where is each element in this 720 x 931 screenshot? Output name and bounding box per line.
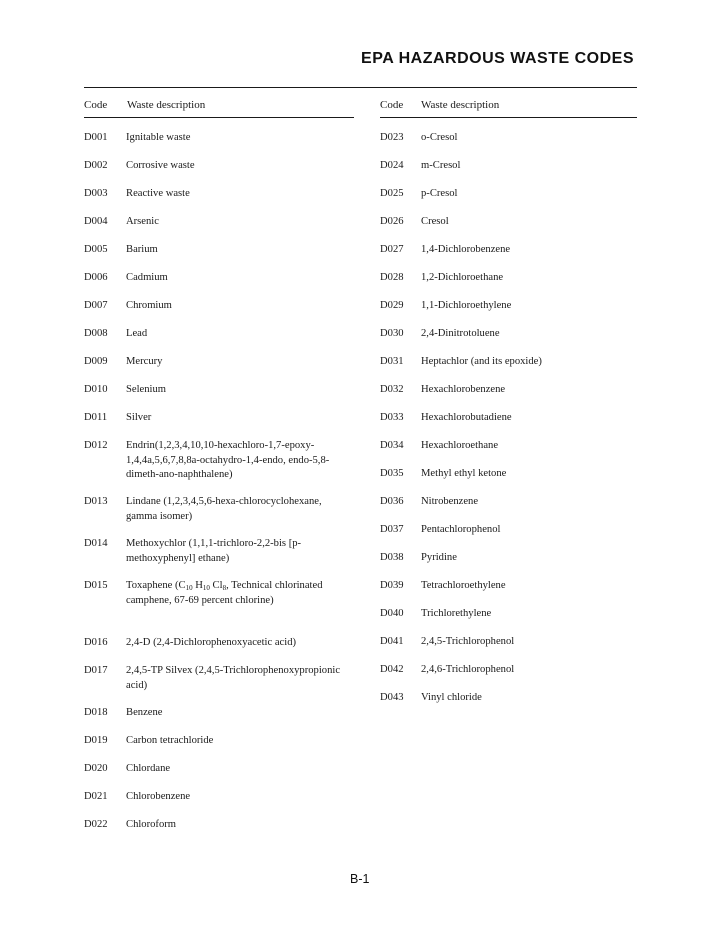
waste-code: D013 bbox=[84, 496, 108, 507]
waste-code: D019 bbox=[84, 735, 108, 746]
waste-description: 1,1-Dichloroethylene bbox=[421, 300, 512, 311]
right-code-header: Code bbox=[380, 99, 404, 111]
waste-code: D031 bbox=[380, 356, 404, 367]
waste-description: Hexachlorobutadiene bbox=[421, 412, 512, 423]
waste-description: Chloroform bbox=[126, 819, 177, 830]
waste-description: Pyridine bbox=[421, 552, 457, 563]
waste-description: Ignitable waste bbox=[126, 132, 191, 143]
waste-description: Chromium bbox=[126, 300, 172, 311]
waste-code: D033 bbox=[380, 412, 404, 423]
waste-description: Tetrachloroethylene bbox=[421, 580, 506, 591]
waste-code: D029 bbox=[380, 300, 404, 311]
waste-description: Selenium bbox=[126, 384, 167, 395]
waste-code: D030 bbox=[380, 328, 404, 339]
waste-description: Hexachloroethane bbox=[421, 440, 499, 451]
waste-description: Carbon tetrachloride bbox=[126, 735, 214, 746]
left-header-rule bbox=[84, 117, 354, 118]
waste-description: 2,4,5-Trichlorophenol bbox=[421, 636, 515, 647]
waste-description: Nitrobenzene bbox=[421, 496, 479, 507]
waste-code: D025 bbox=[380, 188, 404, 199]
waste-description: p-Cresol bbox=[421, 188, 458, 199]
waste-code: D040 bbox=[380, 608, 404, 619]
waste-code: D003 bbox=[84, 188, 108, 199]
waste-code: D014 bbox=[84, 538, 108, 549]
waste-description: Methoxychlor (1,1,1-trichloro-2,2-bis [p-methoxyphenyl] ethane) bbox=[126, 538, 302, 564]
waste-code: D009 bbox=[84, 356, 108, 367]
waste-description: 2,4-D (2,4-Dichlorophenoxyacetic acid) bbox=[126, 637, 297, 648]
waste-code: D011 bbox=[84, 412, 108, 423]
waste-code: D001 bbox=[84, 132, 108, 143]
waste-code: D023 bbox=[380, 132, 404, 143]
waste-description: Barium bbox=[126, 244, 158, 255]
waste-code: D036 bbox=[380, 496, 404, 507]
page-title: EPA HAZARDOUS WASTE CODES bbox=[361, 50, 634, 67]
waste-description: Benzene bbox=[126, 707, 163, 718]
waste-code: D043 bbox=[380, 692, 404, 703]
waste-code: D015 bbox=[84, 580, 108, 591]
waste-description: Reactive waste bbox=[126, 188, 190, 199]
waste-description: Arsenic bbox=[126, 216, 159, 227]
waste-description: Pentachlorophenol bbox=[421, 524, 501, 535]
waste-code: D037 bbox=[380, 524, 404, 535]
waste-description: Silver bbox=[126, 412, 152, 423]
waste-description: Hexachlorobenzene bbox=[421, 384, 506, 395]
left-code-header: Code bbox=[84, 99, 108, 111]
waste-code: D020 bbox=[84, 763, 108, 774]
waste-description: Trichlorethylene bbox=[421, 608, 492, 619]
waste-description: Methyl ethyl ketone bbox=[421, 468, 507, 479]
waste-code: D038 bbox=[380, 552, 404, 563]
waste-code: D008 bbox=[84, 328, 108, 339]
waste-code: D039 bbox=[380, 580, 404, 591]
waste-code: D010 bbox=[84, 384, 108, 395]
waste-description: Endrin(1,2,3,4,10,10-hexachloro-1,7-epoxy-1,4,4a,5,6,7,8,8a-octahydro-1,4-endo, endo-5,8-dimeth-ano-naphthalene) bbox=[126, 440, 330, 480]
waste-description: Chlorobenzene bbox=[126, 791, 191, 802]
right-description-header: Waste description bbox=[421, 99, 500, 111]
waste-description: 1,2-Dichloroethane bbox=[421, 272, 504, 283]
waste-description: Cresol bbox=[421, 216, 449, 227]
waste-description: Cadmium bbox=[126, 272, 168, 283]
waste-code: D022 bbox=[84, 819, 108, 830]
waste-code: D032 bbox=[380, 384, 404, 395]
waste-code: D017 bbox=[84, 665, 108, 676]
waste-code: D016 bbox=[84, 637, 108, 648]
waste-description: Toxaphene ($C_{10}$ $H_{10}$ $Cl_8$, Technical chlorinated camphene, 67-69 percent chlorine) bbox=[126, 580, 323, 606]
waste-code: D012 bbox=[84, 440, 108, 451]
waste-code: D005 bbox=[84, 244, 108, 255]
waste-code: D018 bbox=[84, 707, 108, 718]
waste-description: Vinyl chloride bbox=[421, 692, 482, 703]
waste-description: 2,4,6-Trichlorophenol bbox=[421, 664, 515, 675]
waste-description: Lead bbox=[126, 328, 148, 339]
left-description-header: Waste description bbox=[127, 99, 206, 111]
waste-description: Lindane (1,2,3,4,5,6-hexa-chlorocyclohexane, gamma isomer) bbox=[126, 496, 322, 522]
waste-description: Corrosive waste bbox=[126, 160, 195, 171]
waste-description: m-Cresol bbox=[421, 160, 461, 171]
waste-code: D006 bbox=[84, 272, 108, 283]
waste-description: Heptachlor (and its epoxide) bbox=[421, 356, 542, 367]
waste-code: D007 bbox=[84, 300, 108, 311]
waste-description: 1,4-Dichlorobenzene bbox=[421, 244, 511, 255]
waste-code: D002 bbox=[84, 160, 108, 171]
waste-code: D026 bbox=[380, 216, 404, 227]
waste-code: D004 bbox=[84, 216, 108, 227]
waste-code: D042 bbox=[380, 664, 404, 675]
waste-code: D041 bbox=[380, 636, 404, 647]
waste-code: D034 bbox=[380, 440, 404, 451]
waste-description: Mercury bbox=[126, 356, 163, 367]
waste-description: Chlordane bbox=[126, 763, 171, 774]
right-header-rule bbox=[380, 117, 637, 118]
waste-code: D035 bbox=[380, 468, 404, 479]
top-rule bbox=[84, 87, 637, 88]
waste-code: D028 bbox=[380, 272, 404, 283]
waste-description: 2,4,5-TP Silvex (2,4,5-Trichlorophenoxypropionic acid) bbox=[126, 665, 341, 691]
waste-description: o-Cresol bbox=[421, 132, 458, 143]
page-number: B-1 bbox=[350, 872, 370, 886]
waste-code: D021 bbox=[84, 791, 108, 802]
waste-code: D027 bbox=[380, 244, 404, 255]
waste-description: 2,4-Dinitrotoluene bbox=[421, 328, 500, 339]
waste-code: D024 bbox=[380, 160, 404, 171]
